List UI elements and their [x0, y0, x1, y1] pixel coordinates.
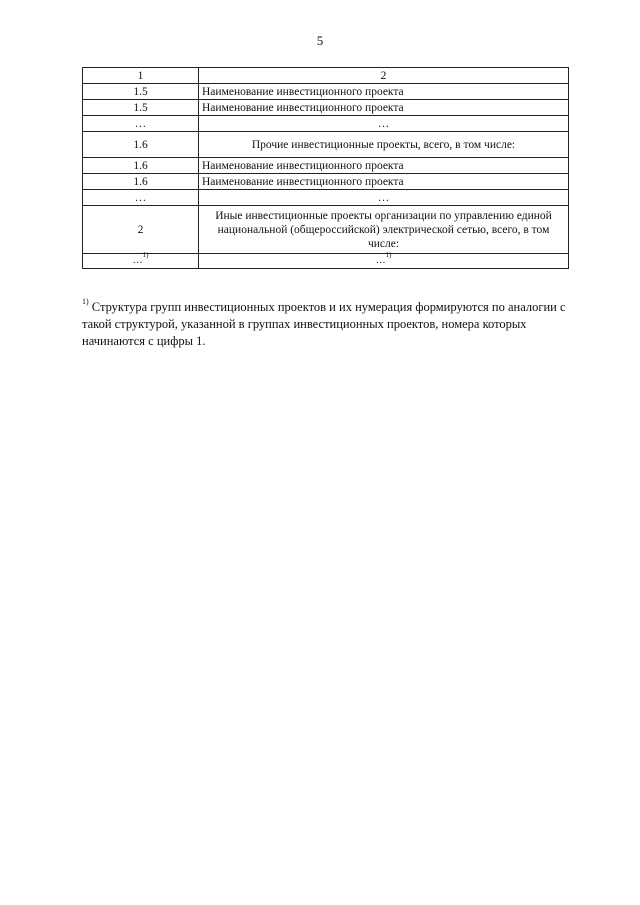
row-text: Наименование инвестиционного проекта — [199, 100, 569, 116]
row-number: … — [132, 255, 143, 266]
row-text: Наименование инвестиционного проекта — [199, 174, 569, 190]
table-row — [83, 84, 569, 100]
header-cell-2: 2 — [199, 68, 569, 84]
row-number: 1.6 — [83, 158, 199, 174]
row-number: … — [83, 116, 199, 132]
row-text: … — [199, 116, 569, 132]
row-number-cell — [83, 250, 199, 269]
page-number: 5 — [316, 33, 324, 48]
row-number: 2 — [83, 206, 199, 254]
header-cell-1: 1 — [83, 68, 199, 84]
footnote-text: Структура групп инвестиционных проектов и их нумерация формируются по аналогии с такой структурой, указанной в группах инвестиционных проектов, номера которых начинаются с цифры 1. — [82, 300, 566, 348]
row-text: Иные инвестиционные проекты организации по управлению единой национальной (общероссийской) электрической сетью, всего, в том числе: — [199, 206, 569, 254]
table-row — [83, 254, 569, 269]
table-row — [83, 206, 569, 254]
table-row — [83, 158, 569, 174]
row-text-cell — [199, 250, 569, 269]
table-row — [83, 174, 569, 190]
row-text: Прочие инвестиционные проекты, всего, в том числе: — [199, 132, 569, 158]
footnote-ref: 1) — [142, 250, 149, 259]
row-number: … — [83, 190, 199, 206]
row-number: 1.5 — [83, 100, 199, 116]
investment-projects-table — [82, 67, 569, 269]
table-row — [83, 100, 569, 116]
table-row — [83, 116, 569, 132]
row-text: Наименование инвестиционного проекта — [199, 84, 569, 100]
footnote-marker: 1) — [82, 296, 89, 306]
table-row — [83, 190, 569, 206]
row-number: 1.6 — [83, 132, 199, 158]
row-text: … — [199, 190, 569, 206]
footnote-ref: 1) — [385, 250, 392, 259]
table-header-row — [83, 68, 569, 84]
row-text: Наименование инвестиционного проекта — [199, 158, 569, 174]
footnote — [82, 296, 572, 350]
row-number: 1.5 — [83, 84, 199, 100]
row-number: 1.6 — [83, 174, 199, 190]
row-text: … — [375, 255, 386, 266]
table-row — [83, 132, 569, 158]
